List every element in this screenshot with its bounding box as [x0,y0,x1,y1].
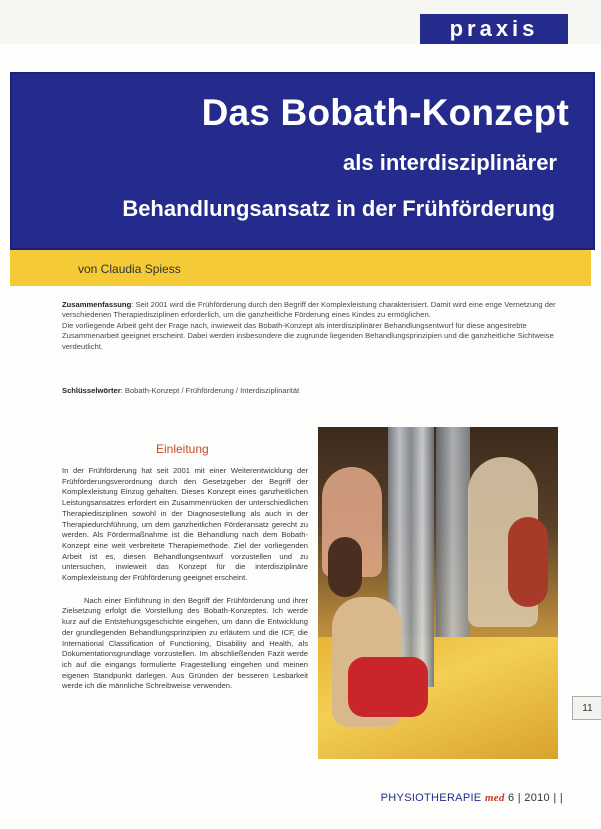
therapy-photo [318,427,558,759]
abstract-paragraph-2: Die vorliegende Arbeit geht der Frage nach, inwieweit das Bobath-Konzept als interdisziplinärer Behandlungsentwurf für diese angestrebte Zusammenarbeit geeignet erscheint. Dabei werden insbesondere die zugrunde liegenden Behandlungsprinzipien und die ganzheitliche Sichtweise verdeutlicht. [62,320,554,351]
photo-child-2-trousers [348,657,428,717]
abstract-text-1: : Seit 2001 wird die Frühförderung durch den Begriff der Komplexleistung charakterisiert. Damit wird eine enge Vernetzung der verschiedenen Therapiedisziplinen erforderlich, um die ganzheitliche Förderung eines Kindes zu ermöglichen. [62,300,556,320]
article-title: Das Bobath-Konzept [201,92,569,133]
section-label: praxis [420,14,568,44]
abstract-paragraph-1 [62,300,556,321]
page-number: 11 [572,696,601,720]
abstract [62,300,556,352]
keywords-label: Schlüsselwörter [62,386,121,395]
body-paragraph-2: Nach einer Einführung in den Begriff der Frühförderung und ihrer Zielsetzung erfolgt die Vorstellung des Bobath-Konzeptes. Ich werde kurz auf die Entstehungsgeschichte eingehen, um dann die Entwicklung der grundlegenden Behandlungsprinzipien zu erläutern und die ICF, die International Classification of Functioning, Disability and Health, als Dokumentationsgrundlage vorzustellen. Im abschließenden Fazit werde ich auf die eingangs formulierte Fragestellung eingehen und meinen eigenen Standpunkt darlegen. Aus Gründen der besseren Lesbarkeit werde ich die männliche Schreibweise verwenden. [62,595,308,691]
article-subtitle-line-2: Behandlungsansatz in der Frühförderung [122,196,555,221]
section-heading: Einleitung [156,442,209,456]
journal-name-suffix: med [484,792,505,804]
keywords [62,386,556,396]
journal-issue: 6 | 2010 | | [504,792,563,804]
article-subtitle-line-1: als interdisziplinärer [343,150,557,175]
photo-child-1 [328,537,362,597]
abstract-label: Zusammenfassung [62,300,132,309]
keywords-text: : Bobath-Konzept / Frühförderung / Interdisziplinarität [120,386,300,395]
author-line: von Claudia Spiess [78,262,181,276]
body-paragraph-1: In der Frühförderung hat seit 2001 mit einer Weiterentwicklung der Frühförderungsverordnung durch den Gesetzgeber der Begriff der Komplexleistung Einzug gehalten. Dieses Konzept eines ganzheitlichen Leistungsansatzes erfordert ein Zusammenrücken der unterschiedlichen Therapiedisziplinen sowohl in der Diagnosestellung als auch in der Therapiedurchführung, um dem ganzheitlichen Förderansatz gerecht zu werden. Als Fördermaßnahme ist die Behandlung nach dem Bobath-Konzept eine weit verbreitete Therapiemethode. Ziel der vorliegenden Arbeit ist es, diesen Behandlungsentwurf vorzustellen und zu untersuchen, inwieweit das Konzept für die interdisziplinäre Komplexleistung der Frühförderung geeignet erscheint. [62,466,308,583]
photo-bubble-tube-2 [436,427,470,637]
photo-child-3 [508,517,548,607]
journal-footer [381,792,563,804]
body-text [62,466,308,704]
journal-name: PHYSIOTHERAPIE [380,792,485,804]
